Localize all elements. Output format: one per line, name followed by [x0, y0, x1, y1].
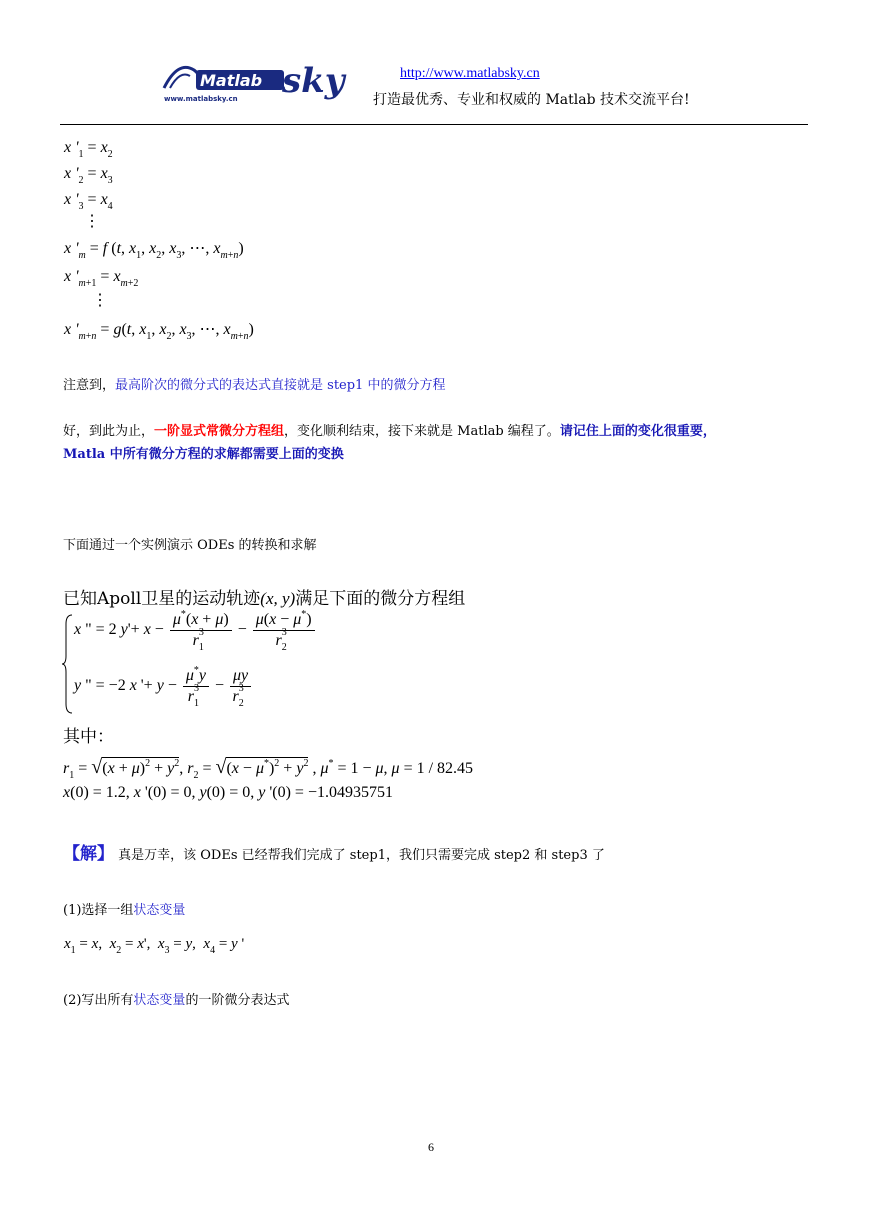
where-label: 其中：: [63, 727, 114, 747]
example-intro: 下面通过一个实例演示 ODEs 的转换和求解: [63, 538, 317, 553]
summary-paragraph-line2: Matla 中所有微分方程的求解都需要上面的变换: [63, 447, 344, 462]
equation-line: x '$_m = f$ (t, $x_1$, $x_2$, $x_3$, ⋯, $x_{m+n}$): [64, 240, 244, 261]
equation-line: x '$_{m+n} = g(t$, $x_1$, $x_2$, $x_3$, ⋯, $x_{m+n}$): [64, 321, 254, 342]
step1-heading: (1)选择一组状态变量: [63, 903, 186, 918]
header-slogan: 打造最优秀、专业和权威的 Matlab 技术交流平台!: [373, 92, 690, 108]
vertical-dots: ⋮: [84, 213, 100, 230]
problem-statement: 已知Apoll卫星的运动轨迹(x, y)满足下面的微分方程组: [63, 589, 466, 609]
page-number: 6: [428, 1140, 434, 1154]
matlabsky-logo: [160, 58, 350, 108]
equation-line: x '$_1 = x_2$: [64, 139, 113, 160]
svg-text:Matlab: Matlab: [200, 71, 263, 90]
state-variables: $x_1 = x$, $x_2 = x'$, $x_3 = y$, $x_4 = y$ ': [64, 936, 245, 956]
initial-conditions: x(0) = 1.2, x '(0) = 0, y(0) = 0, y '(0) = −1.04935751: [63, 784, 393, 801]
solution-paragraph: 【解】 真是万幸，该 ODEs 已经帮我们完成了 step1，我们只需要完成 step2 和 step3 了: [63, 844, 605, 864]
equation-line: x '$_2 = x_3$: [64, 165, 113, 186]
header-url-link[interactable]: http://www.matlabsky.cn: [400, 66, 540, 81]
svg-text:www.matlabsky.cn: www.matlabsky.cn: [164, 95, 238, 103]
vertical-dots: ⋮: [92, 292, 108, 309]
ode-y: y " = −2 x '+ y − $\frac{\mu^*y}{r_1^3}$ − $\frac{\mu y}{r_2^3}$: [74, 668, 253, 705]
equation-line: x '$_{m+1} = x_{m+2}$: [64, 268, 139, 289]
note-paragraph: 注意到，最高阶次的微分式的表达式直接就是 step1 中的微分方程: [63, 378, 446, 393]
header-divider: [60, 124, 808, 125]
summary-paragraph: 好，到此为止，一阶显式常微分方程组，变化顺利结束，接下来就是 Matlab 编程了。请记住上面的变化很重要，: [63, 424, 716, 439]
step2-heading: (2)写出所有状态变量的一阶微分表达式: [63, 993, 290, 1008]
definitions-line: $r_1 = √(x + \mu)^2 + y^2$, $r_2 = √(x - \mu^*)^2 + y^2$ , μ* = 1 − μ, μ = 1 / 82.45: [63, 756, 474, 781]
svg-text:sky: sky: [282, 61, 345, 101]
ode-x: x " = 2 y'+ x − $\frac{\mu^*(x + \mu)}{r_1^3}$ − $\frac{\mu(x - \mu^*)}{r_2^3}$: [74, 612, 317, 649]
left-brace: [62, 614, 74, 714]
equation-line: x '$_3 = x_4$: [64, 191, 113, 212]
